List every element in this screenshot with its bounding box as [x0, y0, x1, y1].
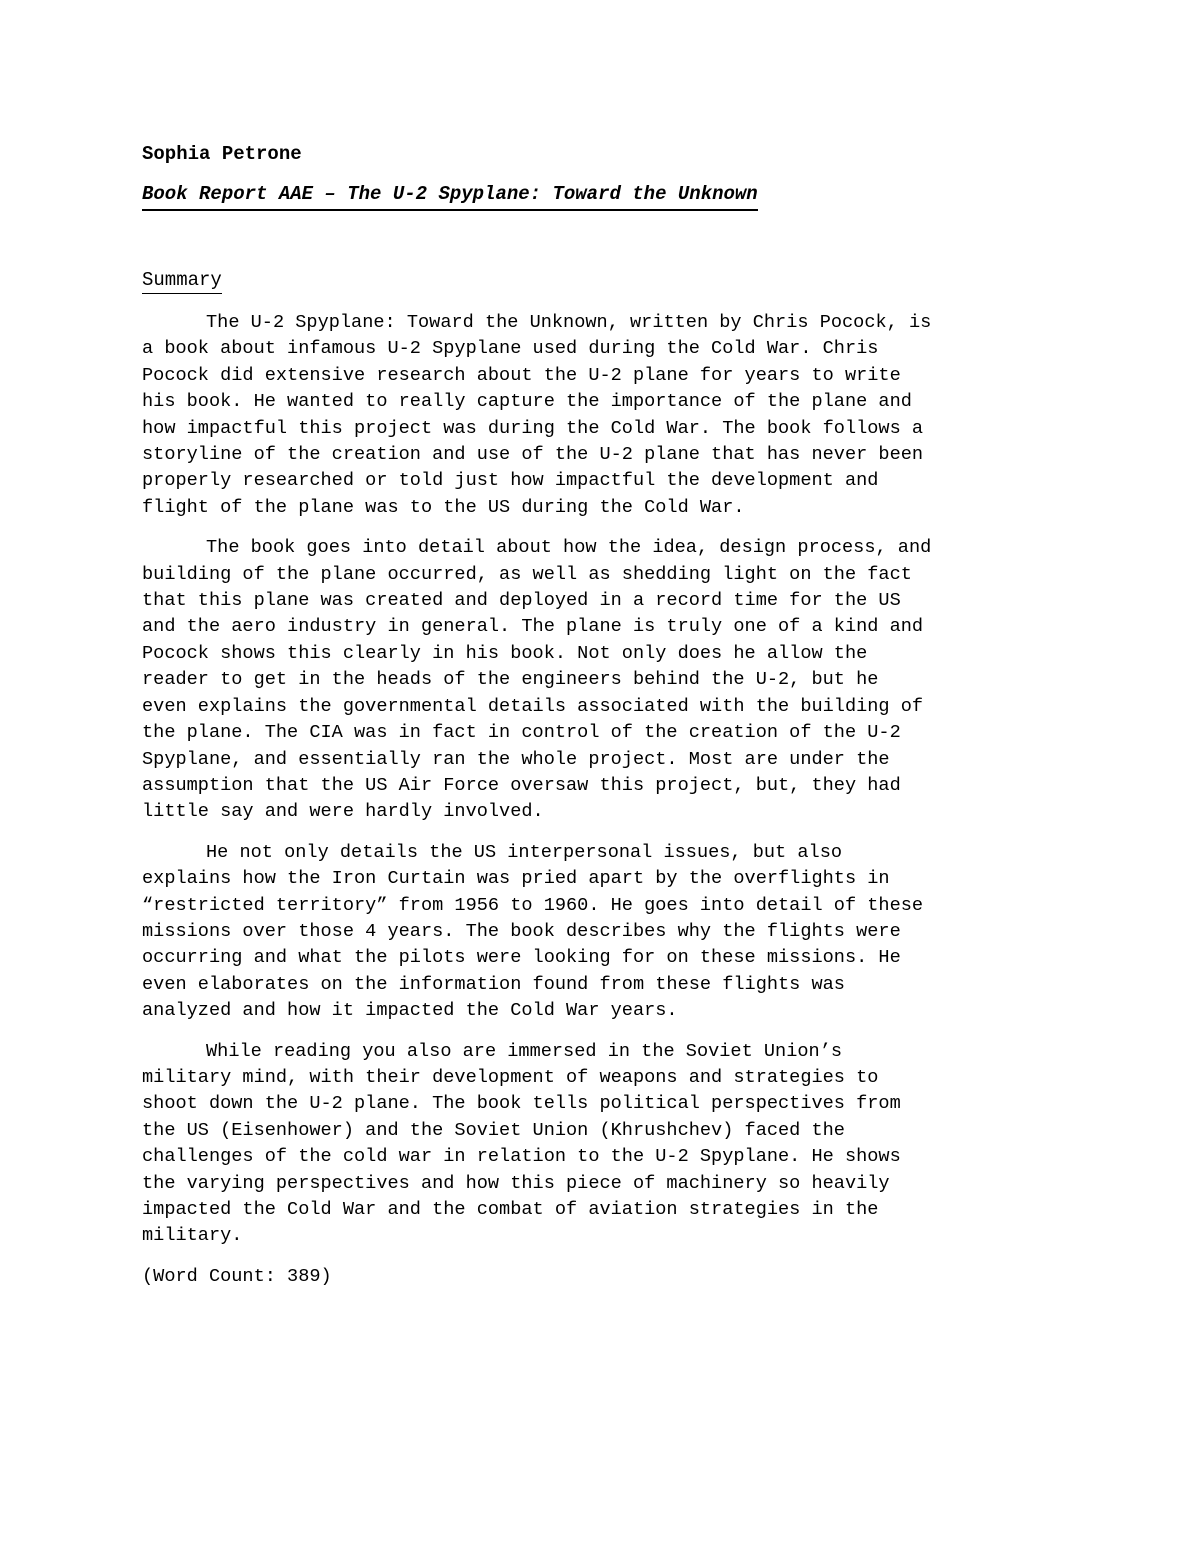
paragraph-line: Spyplane, and essentially ran the whole project. Most are under the	[142, 748, 890, 770]
paragraph-line: flight of the plane was to the US during the Cold War.	[142, 496, 745, 518]
paragraph-line: Pocock did extensive research about the U-2 plane for years to write	[142, 364, 901, 386]
paragraph-line: the varying perspectives and how this piece of machinery so heavily	[142, 1172, 890, 1194]
paragraph-line: even elaborates on the information found from these flights was	[142, 973, 845, 995]
paragraph-line: how impactful this project was during the Cold War. The book follows a	[142, 417, 924, 439]
paragraph-line: his book. He wanted to really capture the importance of the plane and	[142, 391, 912, 413]
paragraph-line: assumption that the US Air Force oversaw this project, but, they had	[142, 774, 901, 796]
paragraph-line: military mind, with their development of weapons and strategies to	[142, 1066, 879, 1088]
section-heading: Summary	[142, 267, 222, 294]
report-title: Book Report AAE – The U-2 Spyplane: Toward the Unknown	[142, 179, 758, 211]
paragraph-3	[142, 840, 1062, 1025]
paragraph-line: little say and were hardly involved.	[142, 801, 544, 823]
paragraph-line: challenges of the cold war in relation to the U-2 Spyplane. He shows	[142, 1146, 901, 1168]
paragraph-line: While reading you also are immersed in the Soviet Union’s	[206, 1040, 843, 1062]
word-count: (Word Count: 389)	[142, 1265, 332, 1287]
paragraph-line: explains how the Iron Curtain was pried apart by the overflights in	[142, 868, 890, 890]
paragraph-line: reader to get in the heads of the engineers behind the U-2, but he	[142, 669, 879, 691]
paragraph-line: military.	[142, 1225, 243, 1247]
paragraph-line: properly researched or told just how impactful the development and	[142, 470, 879, 492]
paragraph-line: He not only details the US interpersonal issues, but also	[206, 841, 843, 863]
paragraph-line: The book goes into detail about how the idea, design process, and	[206, 537, 932, 559]
paragraph-1	[142, 310, 1062, 521]
document-page	[142, 139, 1062, 1290]
paragraph-line: the US (Eisenhower) and the Soviet Union (Khrushchev) faced the	[142, 1119, 845, 1141]
paragraph-line: the plane. The CIA was in fact in control of the creation of the U-2	[142, 722, 901, 744]
paragraph-line: Pocock shows this clearly in his book. Not only does he allow the	[142, 642, 868, 664]
paragraph-line: storyline of the creation and use of the U-2 plane that has never been	[142, 444, 924, 466]
paragraph-line: “restricted territory” from 1956 to 1960. He goes into detail of these	[142, 894, 924, 916]
paragraph-line: occurring and what the pilots were looking for on these missions. He	[142, 947, 901, 969]
paragraph-line: missions over those 4 years. The book describes why the flights were	[142, 920, 901, 942]
paragraph-line: shoot down the U-2 plane. The book tells political perspectives from	[142, 1093, 901, 1115]
paragraph-line: and the aero industry in general. The plane is truly one of a kind and	[142, 616, 924, 638]
section-heading-wrap	[142, 267, 1062, 296]
paragraph-line: analyzed and how it impacted the Cold War years.	[142, 1000, 678, 1022]
paragraph-line: The U-2 Spyplane: Toward the Unknown, written by Chris Pocock, is	[206, 312, 932, 333]
paragraph-line: building of the plane occurred, as well as shedding light on the fact	[142, 563, 912, 585]
paragraph-line: impacted the Cold War and the combat of aviation strategies in the	[142, 1199, 879, 1220]
author-name: Sophia Petrone	[142, 143, 302, 165]
paragraph-line: even explains the governmental details associated with the building of	[142, 695, 924, 717]
paragraph-4	[142, 1039, 1062, 1250]
paragraph-line: a book about infamous U-2 Spyplane used during the Cold War. Chris	[142, 338, 879, 360]
paragraph-2	[142, 535, 1062, 825]
paragraph-line: that this plane was created and deployed in a record time for the US	[142, 590, 901, 612]
